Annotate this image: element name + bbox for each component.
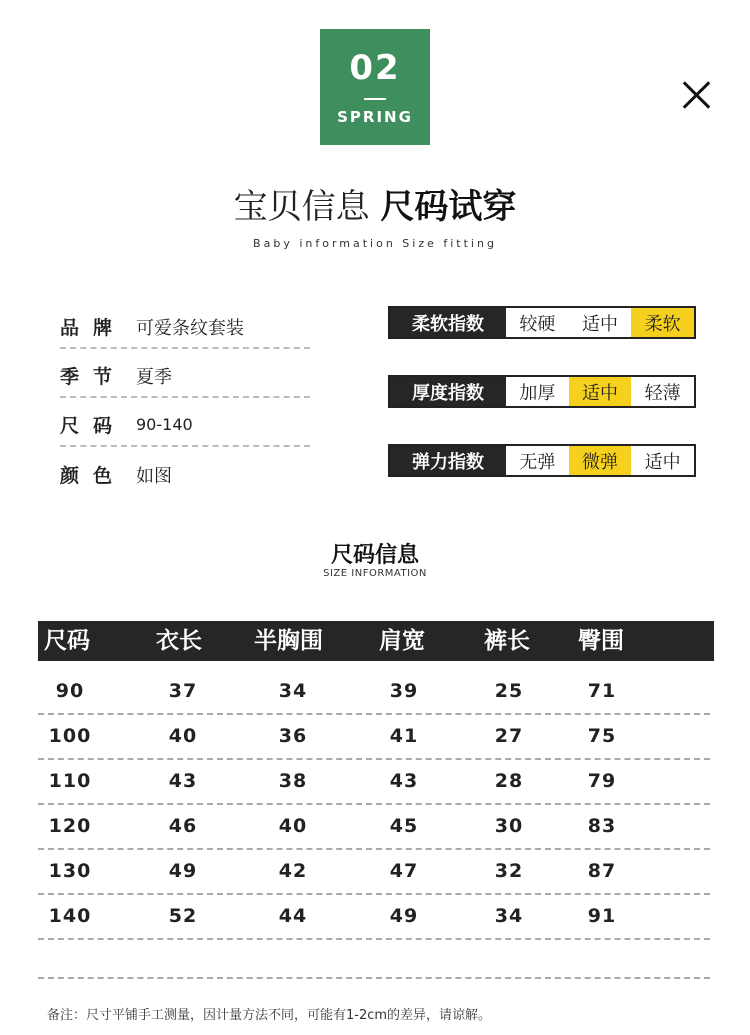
- table-cell: 47: [389, 860, 419, 882]
- table-cell: 27: [494, 725, 524, 747]
- table-cell: 39: [389, 680, 419, 702]
- table-cell: 90: [55, 680, 85, 702]
- measurement-note: 备注：尺寸平铺手工测量，因计量方法不同，可能有1-2cm的差异，请谅解。: [47, 1008, 492, 1023]
- table-cell: 42: [278, 860, 308, 882]
- table-cell: 38: [278, 770, 308, 792]
- info-row-size: [60, 398, 310, 447]
- column-header: 衣长: [156, 628, 202, 654]
- info-key: 颜色: [60, 465, 127, 487]
- meter-option: 适中: [569, 308, 632, 337]
- title-product-info: 宝贝信息: [233, 187, 370, 227]
- table-cell: 75: [587, 725, 617, 747]
- badge-label: SPRING: [337, 108, 413, 126]
- table-cell: 43: [389, 770, 419, 792]
- page-subtitle: Baby information Size fitting: [253, 237, 497, 250]
- table-cell: 43: [168, 770, 198, 792]
- info-key: 季节: [60, 366, 127, 388]
- meter-option: 柔软: [631, 308, 694, 337]
- size-section-subtitle: SIZE INFORMATION: [323, 568, 427, 579]
- elasticity-meter: [388, 444, 696, 477]
- column-header: 半胸围: [254, 628, 323, 654]
- info-value: 如图: [136, 465, 172, 487]
- product-info-list: [60, 300, 310, 496]
- badge-number: 02: [349, 48, 401, 88]
- table-cell: 140: [48, 905, 92, 927]
- table-cell: 45: [389, 815, 419, 837]
- info-row-brand: [60, 300, 310, 349]
- size-section-title: 尺码信息: [330, 543, 419, 568]
- table-cell: 40: [168, 725, 198, 747]
- page-title: [0, 185, 750, 229]
- table-cell: 87: [587, 860, 617, 882]
- meter-option: 无弹: [506, 446, 569, 475]
- table-cell: 71: [587, 680, 617, 702]
- info-value: 夏季: [136, 366, 172, 388]
- table-cell: 46: [168, 815, 198, 837]
- table-cell: 32: [494, 860, 524, 882]
- season-badge: [320, 29, 430, 145]
- table-cell: 34: [494, 905, 524, 927]
- meter-label: 厚度指数: [390, 377, 506, 406]
- table-cell: 91: [587, 905, 617, 927]
- table-row: [38, 850, 710, 895]
- table-cell: 110: [48, 770, 92, 792]
- close-icon[interactable]: [682, 80, 712, 110]
- table-cell: 100: [48, 725, 92, 747]
- size-table-header: [38, 621, 714, 661]
- softness-meter: [388, 306, 696, 339]
- meter-option: 适中: [631, 446, 694, 475]
- table-cell: 83: [587, 815, 617, 837]
- table-cell: 49: [168, 860, 198, 882]
- table-cell: 44: [278, 905, 308, 927]
- column-header: 尺码: [44, 628, 90, 654]
- badge-divider: [364, 98, 386, 100]
- table-cell: 37: [168, 680, 198, 702]
- table-row: [38, 715, 710, 760]
- info-row-color: [60, 447, 310, 496]
- info-key: 品牌: [60, 317, 127, 339]
- table-row: [38, 760, 710, 805]
- table-cell: 30: [494, 815, 524, 837]
- table-cell: 79: [587, 770, 617, 792]
- table-cell: 41: [389, 725, 419, 747]
- table-row: [38, 670, 710, 715]
- info-value: 可爱条纹套装: [136, 317, 244, 339]
- table-cell: 130: [48, 860, 92, 882]
- column-header: 肩宽: [379, 628, 425, 654]
- table-row: [38, 805, 710, 850]
- size-table-body: [38, 670, 710, 940]
- meter-option: 适中: [569, 377, 632, 406]
- info-key: 尺码: [60, 415, 127, 437]
- table-cell: 36: [278, 725, 308, 747]
- meter-option: 加厚: [506, 377, 569, 406]
- column-header: 臀围: [578, 628, 624, 654]
- table-cell: 49: [389, 905, 419, 927]
- table-cell: 25: [494, 680, 524, 702]
- info-row-season: [60, 349, 310, 398]
- table-cell: 120: [48, 815, 92, 837]
- meter-option: 轻薄: [631, 377, 694, 406]
- meter-label: 弹力指数: [390, 446, 506, 475]
- thickness-meter: [388, 375, 696, 408]
- table-cell: 34: [278, 680, 308, 702]
- column-header: 裤长: [484, 628, 530, 654]
- info-value: 90-140: [136, 415, 193, 434]
- meter-option: 微弹: [569, 446, 632, 475]
- table-row: [38, 895, 710, 940]
- title-size-fitting: 尺码试穿: [380, 187, 517, 227]
- meter-option: 较硬: [506, 308, 569, 337]
- bottom-divider: [38, 977, 710, 979]
- meter-label: 柔软指数: [390, 308, 506, 337]
- table-cell: 52: [168, 905, 198, 927]
- table-cell: 28: [494, 770, 524, 792]
- table-cell: 40: [278, 815, 308, 837]
